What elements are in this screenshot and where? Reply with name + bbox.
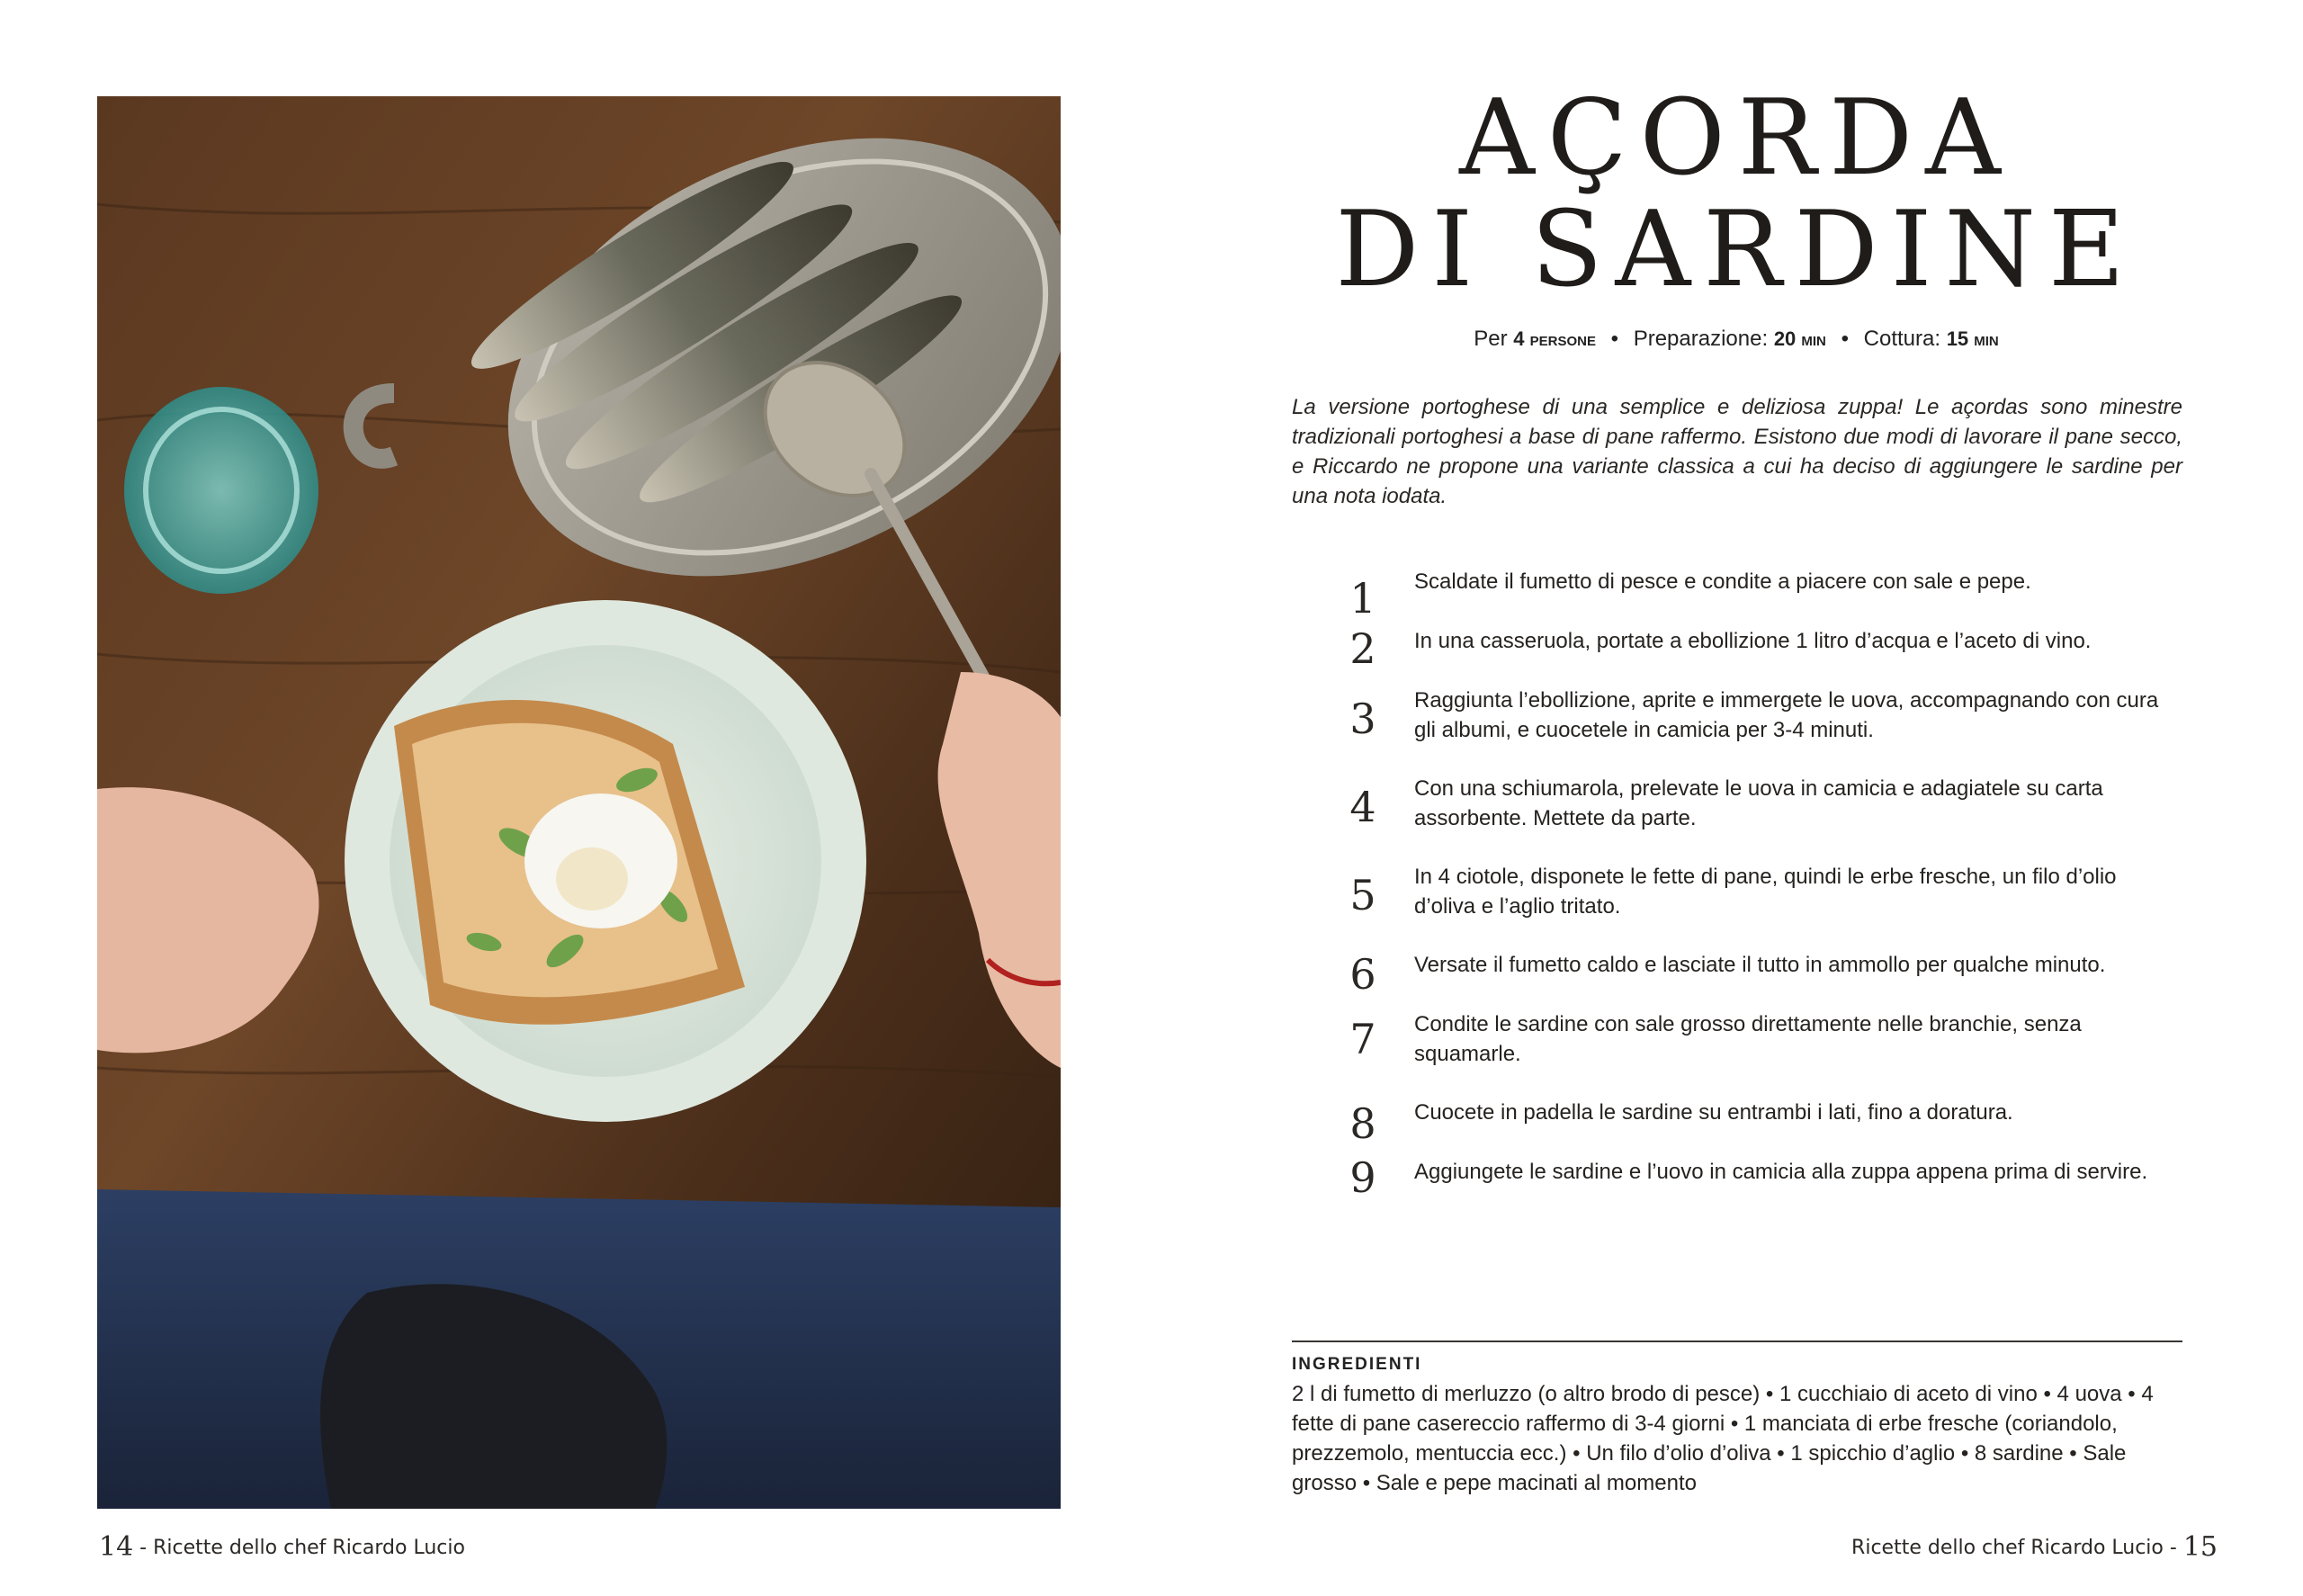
recipe-title-line1: AÇORDA <box>1459 77 2013 199</box>
serves-label: Per <box>1474 327 1508 351</box>
step-text: Raggiunta l’ebollizione, aprite e immergete le uova, accompagnando con cura gli albumi, e cuocetele in camicia per 3-4 minuti. <box>1414 688 2159 742</box>
step-number: 1 <box>1349 574 1376 623</box>
step-number: 6 <box>1349 950 1376 999</box>
meta-separator: • <box>1610 327 1619 351</box>
meta-separator: • <box>1841 327 1849 351</box>
footer-left-text: - Ricette dello chef Ricardo Lucio <box>133 1537 465 1559</box>
ingredients-divider <box>1292 1340 2182 1342</box>
page-number-right: 15 <box>2182 1531 2218 1563</box>
step-text: Scaldate il fumetto di pesce e condite a piacere con sale e pepe. <box>1414 569 2031 594</box>
step-text: Con una schiumarola, prelevate le uova in camicia e adagiatele su carta assorbente. Mettete da parte. <box>1414 776 2103 830</box>
step-text: Versate il fumetto caldo e lasciate il tutto in ammollo per qualche minuto. <box>1414 953 2106 977</box>
recipe-title-line2: DI SARDINE <box>1335 189 2137 310</box>
cook-value: 15 min <box>1946 327 1999 350</box>
prep-label: Preparazione: <box>1633 327 1769 351</box>
page-number-left: 14 <box>99 1531 134 1563</box>
step-number: 7 <box>1349 1015 1376 1063</box>
prep-value: 20 min <box>1773 327 1826 350</box>
step-text: In una casseruola, portate a ebollizione 1 litro d’acqua e l’aceto di vino. <box>1414 629 2092 653</box>
step-number: 2 <box>1349 624 1376 673</box>
footer-right-text: Ricette dello chef Ricardo Lucio - <box>1851 1537 2183 1559</box>
step-number: 5 <box>1349 871 1376 919</box>
step-number: 3 <box>1349 695 1376 743</box>
ingredients-list: 2 l di fumetto di merluzzo (o altro brodo di pesce) • 1 cucchiaio di aceto di vino • 4 uova • 4 fette di pane casereccio raffermo di 3-4 giorni • 1 manciata di erbe fresche (coriandolo, prezzemolo, mentuccia ecc.) • Un filo d’olio d’oliva • 1 spicchio d’aglio • 8 sardine • Sale grosso • Sale e pepe macinati al momento <box>1292 1382 2154 1495</box>
recipe-title <box>1282 77 2191 310</box>
step-text: Cuocete in padella le sardine su entrambi i lati, fino a doratura. <box>1414 1100 2013 1125</box>
recipe-intro: La versione portoghese di una semplice e deliziosa zuppa! Le açordas sono minestre tradizionali portoghesi a base di pane raffermo. Esistono due modi di lavorare il pane secco, e Riccardo ne propone una variante classica a cui ha deciso di aggiungere le sardine per una nota iodata. <box>1292 395 2182 508</box>
footer-right <box>1851 1531 2218 1563</box>
step-number: 9 <box>1349 1153 1376 1202</box>
serves-value: 4 persone <box>1513 327 1596 350</box>
step-text: Aggiungete le sardine e l’uovo in camicia alla zuppa appena prima di servire. <box>1414 1160 2148 1184</box>
cook-label: Cottura: <box>1863 327 1941 351</box>
step-text: Condite le sardine con sale grosso direttamente nelle branchie, senza squamarle. <box>1414 1012 2082 1066</box>
footer-left <box>99 1531 465 1563</box>
step-number: 8 <box>1349 1099 1376 1148</box>
recipe-photo-illustration <box>97 96 1061 1509</box>
ingredients-heading: INGREDIENTI <box>1292 1355 1422 1374</box>
step-text: In 4 ciotole, disponete le fette di pane, quindi le erbe fresche, un filo d’olio d’oliva e l’aglio tritato. <box>1414 865 2117 919</box>
recipe-meta <box>1282 327 2191 352</box>
recipe-photo <box>97 96 1061 1509</box>
step-number: 4 <box>1349 783 1376 831</box>
